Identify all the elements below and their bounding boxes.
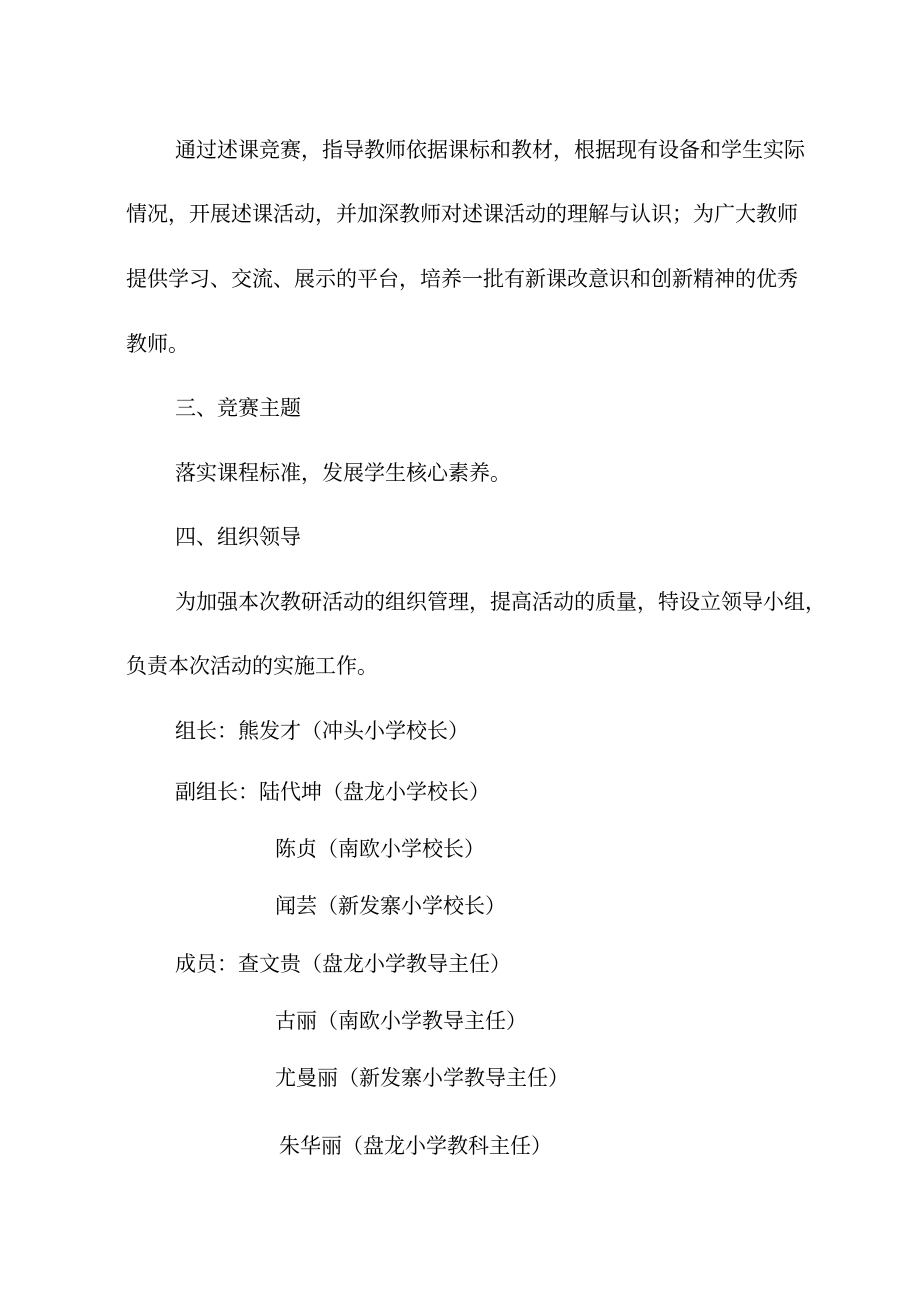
section-theme-body: 落实课程标准，发展学生核心素养。	[175, 461, 511, 485]
deputy-leader-entry: 陈贞（南欧小学校长）	[275, 837, 485, 861]
member-entry: 朱华丽（盘龙小学教科主任）	[279, 1134, 552, 1158]
section-theme-heading: 三、竞赛主题	[175, 396, 301, 420]
deputy-leader-entry: 闻芸（新发寨小学校长）	[275, 894, 506, 918]
member-entry: 成员：查文贵（盘龙小学教导主任）	[175, 952, 511, 976]
intro-line-3: 提供学习、交流、展示的平台，培养一批有新课改意识和创新精神的优秀	[126, 267, 798, 291]
leadership-body-line-1: 为加强本次教研活动的组织管理，提高活动的质量，特设立领导小组，	[175, 590, 826, 614]
intro-line-4: 教师。	[126, 332, 189, 356]
intro-line-2: 情况，开展述课活动，并加深教师对述课活动的理解与认识；为广大教师	[126, 202, 798, 226]
deputy-leader-entry: 副组长：陆代坤（盘龙小学校长）	[175, 780, 490, 804]
member-entry: 尤曼丽（新发寨小学教导主任）	[275, 1066, 569, 1090]
leader-entry: 组长：熊发才（冲头小学校长）	[175, 719, 469, 743]
section-leadership-heading: 四、组织领导	[175, 525, 301, 549]
leadership-body-line-2: 负责本次活动的实施工作。	[126, 654, 378, 678]
member-entry: 古丽（南欧小学教导主任）	[275, 1009, 527, 1033]
intro-line-1: 通过述课竞赛，指导教师依据课标和教材，根据现有设备和学生实际	[175, 138, 805, 162]
